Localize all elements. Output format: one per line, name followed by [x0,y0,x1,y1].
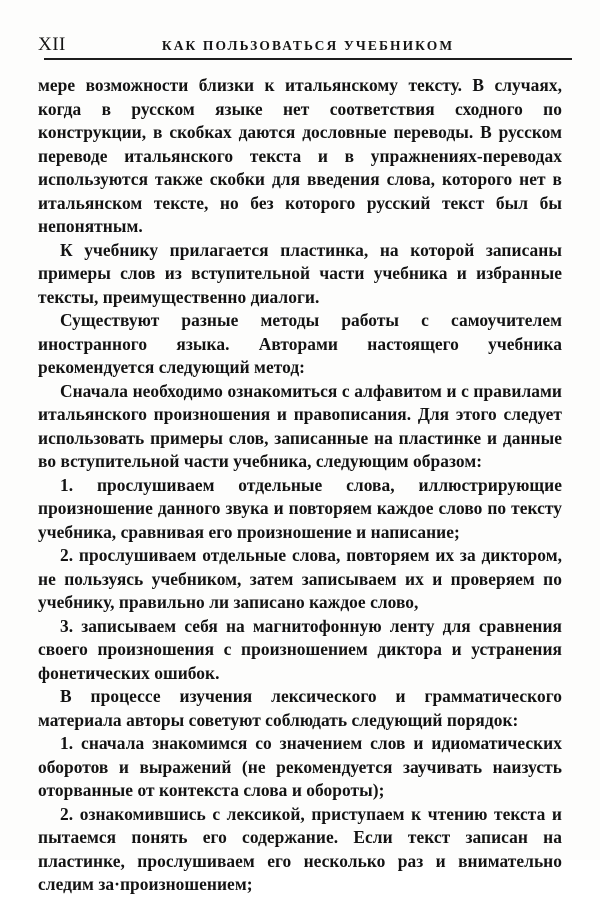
running-title: КАК ПОЛЬЗОВАТЬСЯ УЧЕБНИКОМ [161,38,455,53]
list-item-paragraph: 1. сначала знакомимся со значением слов и идиоматических оборотов и выражений (не рекомендуется заучивать наизусть оторванные от контекста слова и обороты); [38,733,562,800]
paragraph: Существуют разные методы работы с самоучителем иностранного языка. Авторами настоящего учебника рекомендуется следующий метод: [38,310,562,377]
list-item-paragraph: 3. записываем себя на магнитофонную ленту для сравнения своего произношения с произношением диктора и устранения фонетических ошибок. [38,615,562,683]
body-text-column [38,74,562,897]
list-item-paragraph: 1. прослушиваем отдельные слова, иллюстрирующие произношение данного звука и повторяем каждое слово по тексту учебника, сравнивая его произношение и написание; [38,474,562,542]
paragraph: В процессе изучения лексического и грамматического материала авторы советуют соблюдать следующий порядок: [38,686,562,730]
paragraph: Сначала необходимо ознакомиться с алфавитом и с правилами итальянского произношения и правописания. Для этого следует использовать примеры слов, записанные на пластинке и данные во вступительной части учебника, следующим образом: [38,380,562,471]
list-item-paragraph: 2. ознакомившись с лексикой, приступаем к чтению текста и пытаемся понять его содержание. Если текст записан на пластинке, прослушиваем его несколько раз и внимательно следим за·произношением; [38,803,562,894]
paragraph: мере возможности близки к итальянскому тексту. В случаях, когда в русском языке нет соответствия сходного по конструкции, в скобках даются дословные переводы. В русском переводе итальянского текста и в упражнениях-переводах используются также скобки для введения слова, которого нет в итальянском тексте, но без которого русский текст был бы непонятным. [38,75,562,236]
list-item-paragraph: 2. прослушиваем отдельные слова, повторяем их за диктором, не пользуясь учебником, затем записываем их и проверяем по учебнику, правильно ли записано каждое слово, [38,545,562,612]
header-rule-divider [44,58,572,60]
paragraph: К учебнику прилагается пластинка, на которой записаны примеры слов из вступительной части учебника и избранные тексты, преимущественно диалоги. [38,239,562,307]
page-number: XII [38,34,66,55]
running-head [38,34,562,60]
